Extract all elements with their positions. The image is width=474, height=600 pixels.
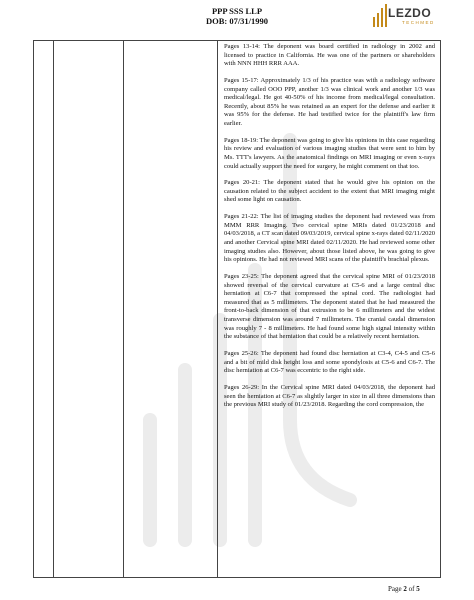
paragraph-pages-15-17: Pages 15-17: Approximately 1/3 of his practice was with a radiology software company called OOO PPP, another 1/3 was clinical work and another 1/3 was medical/legal. He got 40-50% of his income from medical/legal consultation. Recently, about 85% he was retained as an expert for the defense and earlier it was 95% for the defense. He had testified twice for the plaintiff's law firm earlier. — [224, 76, 435, 127]
summary-column-cell — [218, 41, 441, 578]
page-of: of — [406, 585, 417, 593]
logo-name: LEZDO — [388, 6, 432, 20]
summary-table — [33, 40, 441, 578]
type-column-cell — [124, 41, 218, 578]
logo-tagline: TECHMED — [402, 20, 435, 25]
paragraph-pages-23-25: Pages 23-25: The deponent agreed that the cervical spine MRI of 01/23/2018 showed reversal of the cervical curvature at C5-6 and a large central disc herniation at C6-7 that compressed the spinal cord. The radiologist had measured that as 5 millimeters. The deponent stated that he had measured the front-to-back dimension of that extrusion to be 6 millimeters and the widest transverse dimension was around 7 millimeters. The cranial caudal dimension was roughly 7 - 8 millimeters. He had found some high signal intensity within the substance of that herniation that could be a relatively recent herniation. — [224, 273, 435, 341]
header-dob: DOB: 07/31/1990 — [205, 16, 269, 26]
page-number — [388, 585, 420, 593]
paragraph-pages-13-14: Pages 13-14: The deponent was board certified in radiology in 2002 and licensed to practice in California. He was one of the partners or shareholders with NNN HHH RRR AAA. — [224, 43, 435, 68]
paragraph-pages-26-29: Pages 26-29: In the Cervical spine MRI dated 04/03/2018, the deponent had seen the herniation at C6-7 as slightly larger in size in all three dimensions than the previous MRI study of 01/23/2018. Regarding the cord compression, the — [224, 383, 435, 409]
header-case-name: PPP SSS LLP — [211, 6, 263, 16]
paragraph-pages-18-19: Pages 18-19: The deponent was going to give his opinions in this case regarding his review and evaluation of various imaging studies that were sent to him by Ms. TTT's lawyers. As the anatomical findings on MRI imaging or even x-rays could actually support the need for surgery, he might comment on that too. — [224, 136, 435, 170]
page-total: 5 — [416, 585, 420, 593]
provider-column-cell — [54, 41, 124, 578]
date-column-cell — [34, 41, 54, 578]
paragraph-pages-25-26: Pages 25-26: The deponent had found disc herniation at C3-4, C4-5 and C5-6 and a bit of mild disk height loss and some spondylosis at C5-6 and C6-7. The disc herniation at C6-7 was eccentric to the right side. — [224, 349, 435, 375]
company-logo — [372, 3, 442, 33]
paragraph-pages-21-22: Pages 21-22: The list of imaging studies the deponent had reviewed was from MMM RRR Imaging. Two cervical spine MRIs dated 01/23/2018 and 04/03/2018, a CT scan dated 09/03/2019, cervical spine x-rays dated 02/11/2020 and another Cervical spine MRI dated 02/11/2020. He had reviewed some other imaging studies also. However, about those listed above, he was going to give his opinions. He had not reviewed MRI scans of the plaintiff's brachial plexus. — [224, 213, 435, 264]
paragraph-pages-20-21: Pages 20-21: The deponent stated that he would give his opinion on the causation related to the subject accident to the extent that MRI imaging might shed some light on causation. — [224, 179, 435, 204]
page-prefix: Page — [388, 585, 404, 593]
page-current: 2 — [403, 585, 407, 593]
